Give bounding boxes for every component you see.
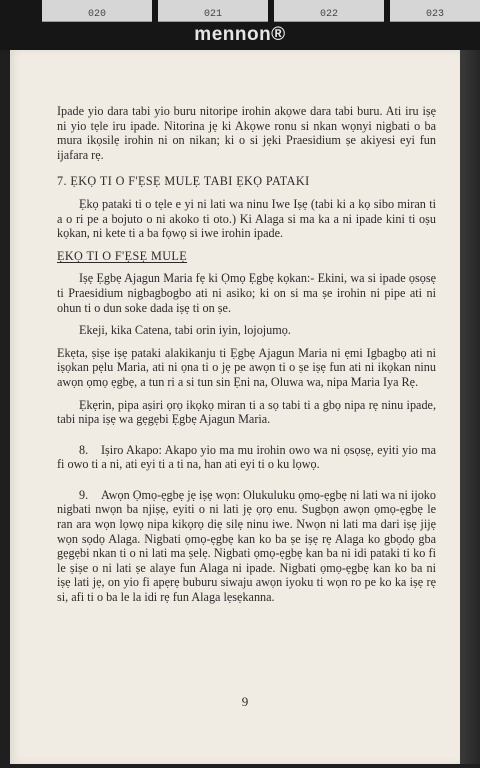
page-edge <box>460 50 480 764</box>
page-number: 9 <box>241 694 249 709</box>
page-body <box>57 104 436 605</box>
paragraph: Ekeji, kika Catena, tabi orin iyin, lojojumọ. <box>79 323 291 338</box>
section-heading: 7. ẸKỌ TI O F'ẸSẸ MULẸ TABI ẸKỌ PATAKI <box>57 174 310 189</box>
frame-number: 023 <box>390 0 480 22</box>
paragraph-number: 9. <box>79 487 89 502</box>
film-frame-strip <box>0 0 480 24</box>
scanner-header <box>0 0 480 50</box>
scanner-brand-logo: mennon® <box>194 24 286 45</box>
paragraph-text: Iṣiro Akapo: Akapo yio ma mu irohin owo wa ni ọsọsẹ, eyiti yio ma fi owo ti a ni, ati eyi ti a ti na, han ati eyi ti o ku lọwọ. <box>57 442 436 472</box>
paragraph-number: 8. <box>79 442 89 457</box>
paragraph: Iṣẹ Ẹgbẹ Ajagun Maria fẹ ki Ọmọ Ẹgbẹ kọkan:- Ekini, wa si ipade ọsọsẹ ti Praesidium nigbagbogbo ati ni asiko; ki on si ma ṣe irohin ni pipe ati ni ohun ti o dun soke dada iṣẹ ti on ṣe. <box>57 271 436 315</box>
frame-number: 020 <box>42 0 152 22</box>
paragraph-text: Awọn Ọmọ-ẹgbẹ jẹ iṣẹ wọn: Olukuluku ọmọ-ẹgbẹ ni lati wa ni ijoko nigbati nwọn ba njiṣẹ, eyiti o ni lati jẹ ọrọ enu. Sugbọn awọn ọmọ-ẹgbẹ le ran ara wọn lọwọ nipa kikọrọ diẹ silẹ ninu iwe. Nwọn ni lati ma dari iṣẹ jijẹ wọn sọdọ Alaga. Nigbati ọmọ-ẹgbẹ kan ko ba ṣe iṣẹ rẹ Alaga ko gbọdọ gba gẹgẹbi nkan ti o ni lati ma ṣelẹ. Nigbati ọmọ-ẹgbẹ kan ba ni idi pataki ti ko fi le ṣiṣe o ni lati ṣe alaye fun Alaga ni ipade. Nigbati ọmọ-ẹgbẹ kan ko ba ni iṣẹ lati jẹ, on yio fi apẹrẹ buburu siwaju awọn iyoku ti wọn ro pe ko ka iṣẹ rẹ si, afi ti o ba le la idi rẹ fun Alaga lẹsẹkanna. <box>57 487 436 605</box>
paragraph: Ipade yio dara tabi yio buru nitoripe irohin akọwe dara tabi buru. Ati iru iṣẹ ni yio tẹle iru ipade. Nitorina jẹ ki Akọwe ronu si nkan wọnyi nigbati o ba mura ikọsilẹ irohin ni on nikan; ki o si jẹki Praesidium ṣe akiyesi eyi fun ijafara rẹ. <box>57 104 436 162</box>
paragraph: Ẹkẹrin, pipa aṣiri ọrọ ikọkọ miran ti a sọ tabi ti a gbọ nipa rẹ ninu ipade, tabi nipa iṣẹ wa gẹgẹbi Ẹgbẹ Ajagun Maria. <box>57 397 436 427</box>
frame-number: 022 <box>274 0 384 22</box>
section-subheading: ẸKỌ TI O F'ẸSẸ MULẸ <box>57 248 188 263</box>
paragraph: Ekẹta, ṣiṣe iṣẹ pataki alakikanju ti Ẹgbẹ Ajagun Maria ni ẹmi Igbagbọ ati ni iṣọkan pẹlu Maria, ati ni ọna ti o jẹ pe awọn ti o ṣe iṣẹ fun ati ni ikọkan ninu awọn ọmọ ẹgbẹ, a tun ri a si tun sin Ẹni na, Oluwa wa, nipa Maria Iya Rẹ. <box>57 345 436 389</box>
paragraph: Ẹkọ pataki ti o tẹle e yi ni lati wa ninu Iwe Iṣẹ (tabi ki a kọ sibo miran ti a o ri pe a bojuto o ni akoko ti oto.) Ki Alaga si ma ka a ni ipade kini ti oṣu kọkan, ni kete ti a ba fọwọ si iwe irohin ipade. <box>57 196 436 241</box>
numbered-paragraph <box>57 443 436 472</box>
numbered-paragraph <box>57 488 436 605</box>
frame-number: 021 <box>158 0 268 22</box>
